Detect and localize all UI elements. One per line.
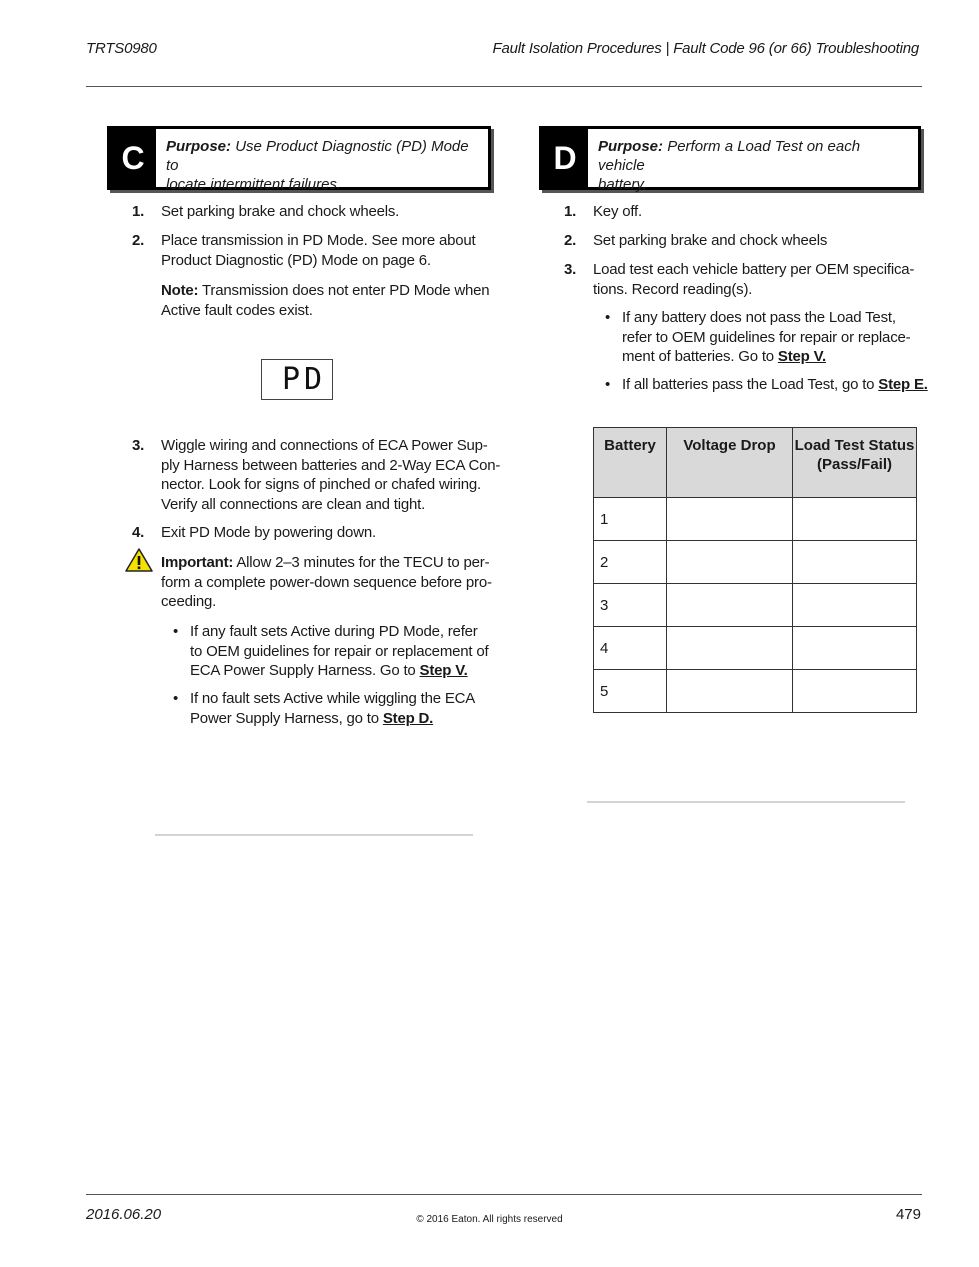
step-c-purpose bbox=[166, 137, 478, 194]
bullet-text: If any battery does not pass the Load Test, refer to OEM guidelines for repair or replace- ment of batteries. Go to Step V. bbox=[622, 309, 911, 365]
purpose-label: Purpose: bbox=[166, 138, 232, 155]
column-header-load-test-status: Load Test Status (Pass/Fail) bbox=[793, 428, 917, 498]
step-c-letter: C bbox=[110, 129, 156, 187]
item-number: 1. bbox=[564, 203, 577, 220]
header-rule bbox=[86, 86, 922, 87]
doc-id: TRTS0980 bbox=[86, 40, 157, 57]
step-c-box bbox=[107, 126, 491, 193]
item-text: Set parking brake and chock wheels. bbox=[161, 203, 400, 220]
bullet-text: If any fault sets Active during PD Mode, refer to OEM guidelines for repair or replacement of ECA Power Supply Harness. Go to Step V. bbox=[190, 623, 489, 679]
table-row bbox=[594, 541, 917, 584]
status-cell bbox=[793, 584, 917, 627]
step-v-link[interactable]: Step V. bbox=[777, 348, 826, 365]
item-number: 2. bbox=[132, 232, 145, 249]
note-label: Note: bbox=[161, 282, 199, 299]
step-v-link[interactable]: Step V. bbox=[419, 662, 468, 679]
status-cell bbox=[793, 670, 917, 713]
battery-cell: 1 bbox=[594, 498, 667, 541]
step-d-letter: D bbox=[542, 129, 588, 187]
step-c-item-3 bbox=[132, 436, 502, 516]
important-label: Important: bbox=[161, 554, 234, 571]
section-title: Fault Isolation Procedures | Fault Code 96 (or 66) Troubleshooting bbox=[492, 40, 919, 57]
step-c-bullet-1 bbox=[173, 622, 493, 682]
item-text: Place transmission in PD Mode. See more about Product Diagnostic (PD) Mode on page 6. bbox=[161, 232, 476, 269]
column-header-battery: Battery bbox=[594, 428, 667, 498]
purpose-text-2: locate intermittent failures. bbox=[166, 176, 342, 193]
battery-load-test-table bbox=[593, 427, 917, 713]
battery-cell: 5 bbox=[594, 670, 667, 713]
bullet-icon: • bbox=[173, 623, 179, 640]
footer-copyright: © 2016 Eaton. All rights reserved bbox=[416, 1214, 563, 1225]
item-text: Set parking brake and chock wheels bbox=[593, 232, 828, 249]
note-text-1: Transmission does not enter PD Mode when bbox=[202, 282, 490, 299]
step-e-link[interactable]: Step E. bbox=[878, 376, 928, 393]
bullet-icon: • bbox=[173, 690, 179, 707]
table-row bbox=[594, 498, 917, 541]
important-text-3: ceeding. bbox=[161, 593, 217, 610]
bullet-icon: • bbox=[605, 309, 611, 326]
status-cell bbox=[793, 541, 917, 584]
step-d-link[interactable]: Step D. bbox=[382, 709, 434, 727]
voltage-drop-cell bbox=[667, 541, 793, 584]
table-row bbox=[594, 584, 917, 627]
step-d-box bbox=[539, 126, 921, 193]
status-cell bbox=[793, 498, 917, 541]
step-c-important bbox=[161, 553, 501, 612]
table-header-row bbox=[594, 428, 917, 498]
purpose-text-2: battery. bbox=[598, 176, 647, 193]
pd-display bbox=[261, 359, 333, 400]
voltage-drop-cell bbox=[667, 584, 793, 627]
status-cell bbox=[793, 627, 917, 670]
item-text: Key off. bbox=[593, 203, 642, 220]
battery-cell: 2 bbox=[594, 541, 667, 584]
important-text-1: Allow 2–3 minutes for the TECU to per- bbox=[236, 554, 490, 571]
voltage-drop-cell bbox=[667, 498, 793, 541]
bullet-text: If no fault sets Active while wiggling the ECA Power Supply Harness, go to Step D. bbox=[190, 690, 476, 727]
right-column-rule bbox=[587, 801, 905, 803]
voltage-drop-cell bbox=[667, 627, 793, 670]
item-number: 2. bbox=[564, 232, 577, 249]
column-header-voltage-drop: Voltage Drop bbox=[667, 428, 793, 498]
bullet-icon: • bbox=[605, 376, 611, 393]
purpose-text-1: Perform a Load Test on each vehicle bbox=[598, 138, 861, 174]
page-number: 479 bbox=[895, 1206, 921, 1223]
battery-cell: 3 bbox=[594, 584, 667, 627]
item-text: Load test each vehicle battery per OEM specifica- tions. Record reading(s). bbox=[593, 261, 915, 298]
item-text: Exit PD Mode by powering down. bbox=[161, 524, 376, 541]
note-text-2: Active fault codes exist. bbox=[161, 301, 313, 319]
step-d-purpose bbox=[598, 137, 908, 194]
step-c-bullet-2 bbox=[173, 689, 493, 729]
footer-date: 2016.06.20 bbox=[86, 1206, 162, 1223]
battery-cell: 4 bbox=[594, 627, 667, 670]
pd-display-text: PD bbox=[282, 362, 327, 397]
item-number: 1. bbox=[132, 203, 145, 220]
table-row bbox=[594, 627, 917, 670]
purpose-text-1: Use Product Diagnostic (PD) Mode to bbox=[166, 138, 469, 174]
step-c-note bbox=[161, 281, 501, 320]
purpose-label: Purpose: bbox=[598, 138, 664, 155]
item-number: 4. bbox=[132, 524, 145, 541]
step-d-bullet-1 bbox=[605, 308, 925, 368]
item-number: 3. bbox=[132, 437, 145, 454]
item-number: 3. bbox=[564, 261, 577, 278]
step-c-item-2 bbox=[132, 231, 492, 271]
left-column-rule bbox=[155, 834, 473, 836]
important-text-2: form a complete power-down sequence before pro- bbox=[161, 573, 492, 591]
warning-icon bbox=[124, 547, 154, 573]
item-text: Wiggle wiring and connections of ECA Power Sup- ply Harness between batteries and 2-Way ECA Con- nector. Look for signs of pinched or chafed wiring. Verify all connections are clean and tight. bbox=[161, 437, 501, 513]
step-d-item-3 bbox=[564, 260, 934, 300]
voltage-drop-cell bbox=[667, 670, 793, 713]
bullet-text: If all batteries pass the Load Test, go to Step E. bbox=[622, 376, 928, 393]
table-row bbox=[594, 670, 917, 713]
footer-rule bbox=[86, 1194, 922, 1195]
